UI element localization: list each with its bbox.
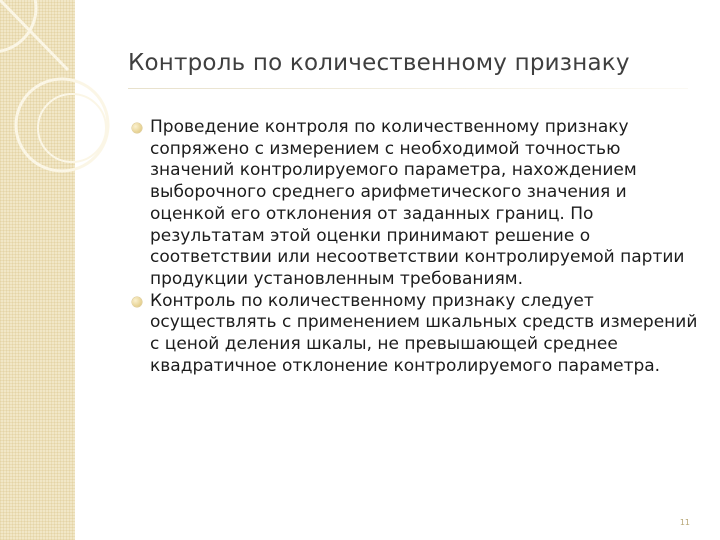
bullet-list: [132, 117, 698, 377]
bullet-item: [132, 117, 698, 291]
decorative-circles: [0, 0, 140, 200]
slide-title: Контроль по количественному признаку: [128, 50, 630, 76]
bullet-dot-icon: [132, 297, 142, 307]
page-number: 11: [679, 518, 690, 527]
bullet-text: Контроль по количественному признаку следует осуществлять с применением шкальных средств измерений с ценой деления шкалы, не превышающей среднее квадратичное отклонение контролируемого параметра.: [150, 290, 698, 376]
bullet-item: [132, 291, 698, 378]
bullet-dot-icon: [132, 123, 142, 133]
title-divider: [128, 88, 688, 89]
bullet-text: Проведение контроля по количественному признаку сопряжено с измерением с необходимой точностью значений контролируемого параметра, нахождением выборочного среднего арифметического значения и оценкой его отклонения от заданных границ. По результатам этой оценки принимают решение о соответствии или несоответствии контролируемой партии продукции установленным требованиям.: [150, 117, 685, 289]
